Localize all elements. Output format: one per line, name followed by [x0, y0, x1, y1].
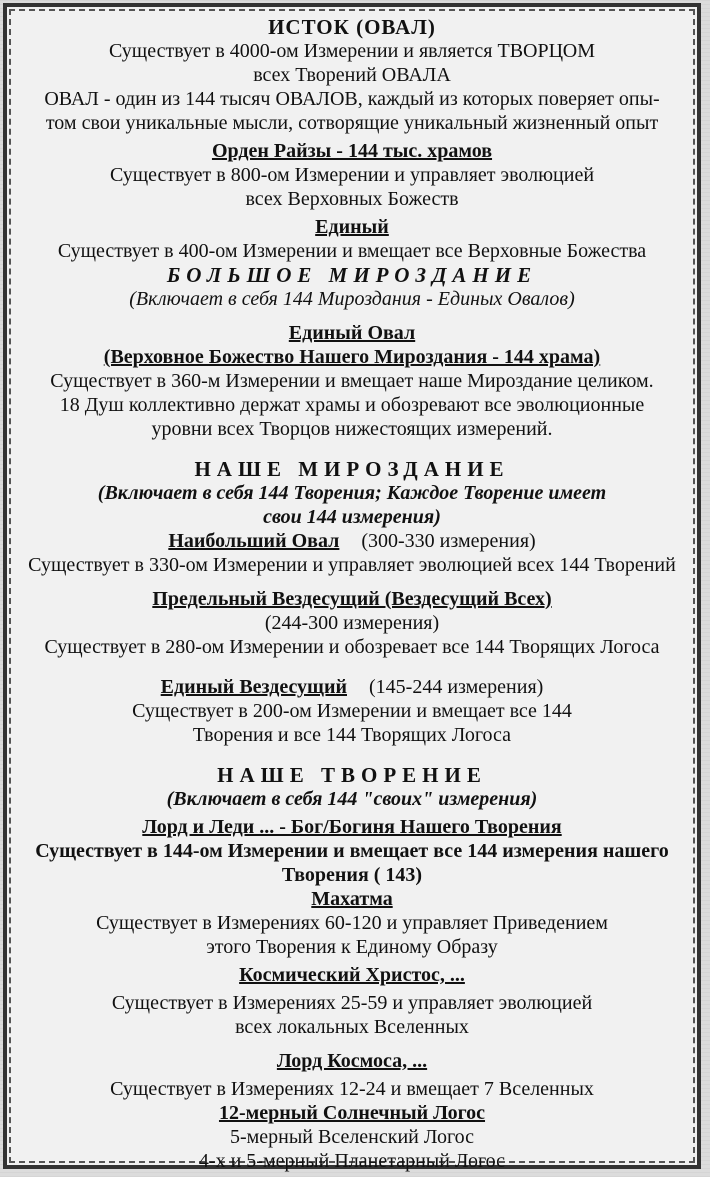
section-bolshoe [17, 263, 687, 311]
section-nashe-tvorenie [17, 763, 687, 811]
section-title: Орден Райзы - 144 тыс. храмов [211, 140, 493, 162]
section-orden [17, 139, 687, 211]
line: Существует в 400-ом Измерении и вмещает все Верховные Божества [57, 240, 647, 262]
decorative-border [3, 3, 701, 1172]
section-solnechny [17, 1101, 687, 1173]
section-istok [17, 15, 687, 135]
line: том свои уникальные мысли, сотворящие уникальный жизненный опыт [45, 112, 659, 134]
line: 4-х и 5-мерный Планетарный Логос [198, 1150, 506, 1172]
line: Существует в 330-ом Измерении и управляет эволюцией всех 144 Творений [28, 554, 676, 576]
section-lord-ledi [17, 815, 687, 887]
line: (Включает в себя 144 Творения; Каждое Творение имеет [97, 482, 607, 504]
title-row [17, 675, 687, 699]
line: свои 144 измерения) [263, 506, 441, 528]
section-title: Единый Вездесущий [160, 676, 347, 698]
line: Существует в 800-ом Измерении и управляет эволюцией [109, 164, 595, 186]
section-title: НАШЕ МИРОЗДАНИЕ [194, 457, 510, 481]
range-label: (244-300 измерения) [264, 612, 440, 634]
line: 18 Душ коллективно держат храмы и обозревают все эволюционные [59, 394, 645, 416]
line: всех Творений ОВАЛА [253, 64, 451, 86]
section-title: Лорд Космоса, ... [276, 1050, 428, 1072]
section-title: 12-мерный Солнечный Логос [218, 1102, 486, 1124]
line: (Включает в себя 144 Мироздания - Единых Овалов) [129, 288, 575, 310]
line: этого Творения к Единому Образу [206, 936, 498, 958]
line: Существует в Измерениях 12-24 и вмещает 7 Вселенных [110, 1078, 594, 1100]
section-title: Единый Овал [288, 322, 416, 344]
section-ediny-vezdesushiy [17, 675, 687, 747]
line: 5-мерный Вселенский Логос [229, 1126, 475, 1148]
section-title: НАШЕ ТВОРЕНИЕ [217, 763, 487, 787]
section-title: Предельный Вездесущий (Вездесущий Всех) [152, 588, 552, 610]
section-naibolshiy [17, 529, 687, 577]
line: Существует в 280-ом Измерении и обозревает все 144 Творящих Логоса [44, 636, 660, 658]
line: Существует в Измерениях 60-120 и управляет Приведением [96, 912, 608, 934]
line: всех локальных Вселенных [235, 1016, 469, 1038]
section-mahatma [17, 887, 687, 959]
section-title: ИСТОК (ОВАЛ) [268, 15, 436, 39]
section-title: Лорд и Леди ... - Бог/Богиня Нашего Творения [142, 816, 562, 838]
line: Существует в Измерениях 25-59 и управляет эволюцией [111, 992, 593, 1014]
line: Творения и все 144 Творящих Логоса [192, 724, 512, 746]
section-title: Наибольший Овал [168, 530, 340, 552]
section-title: БОЛЬШОЕ МИРОЗДАНИЕ [166, 263, 538, 287]
section-kosmicheskiy [17, 963, 687, 1039]
line: Существует в 144-ом Измерении и вмещает все 144 измерения нашего [35, 840, 669, 862]
section-title: Единый [315, 216, 389, 238]
line: всех Верховных Божеств [245, 188, 459, 210]
hierarchy-content [17, 15, 687, 1172]
range-label: (145-244 измерения) [369, 676, 544, 698]
line: уровни всех Творцов нижестоящих измерений. [151, 418, 553, 440]
line: (Верховное Божество Нашего Мироздания - 144 храма) [103, 346, 601, 368]
section-nashe-mirozdanie [17, 457, 687, 529]
line: Существует в 360-м Измерении и вмещает наше Мироздание целиком. [50, 370, 654, 392]
section-title: Космический Христос, ... [239, 964, 465, 986]
line: Существует в 200-ом Измерении и вмещает все 144 [132, 700, 572, 722]
line: (Включает в себя 144 "своих" измерения) [166, 788, 538, 810]
line: ОВАЛ - один из 144 тысяч ОВАЛОВ, каждый из которых поверяет опы- [44, 88, 660, 110]
range-label: (300-330 измерения) [361, 530, 536, 552]
section-ediny-oval [17, 321, 687, 441]
section-lord-kosmosa [17, 1049, 687, 1101]
line: Существует в 4000-ом Измерении и является ТВОРЦОМ [108, 40, 596, 62]
line: Творения ( 143) [281, 864, 423, 886]
title-row [17, 529, 687, 553]
section-ediny [17, 215, 687, 263]
section-title: Махатма [311, 888, 393, 910]
section-predelny [17, 587, 687, 659]
